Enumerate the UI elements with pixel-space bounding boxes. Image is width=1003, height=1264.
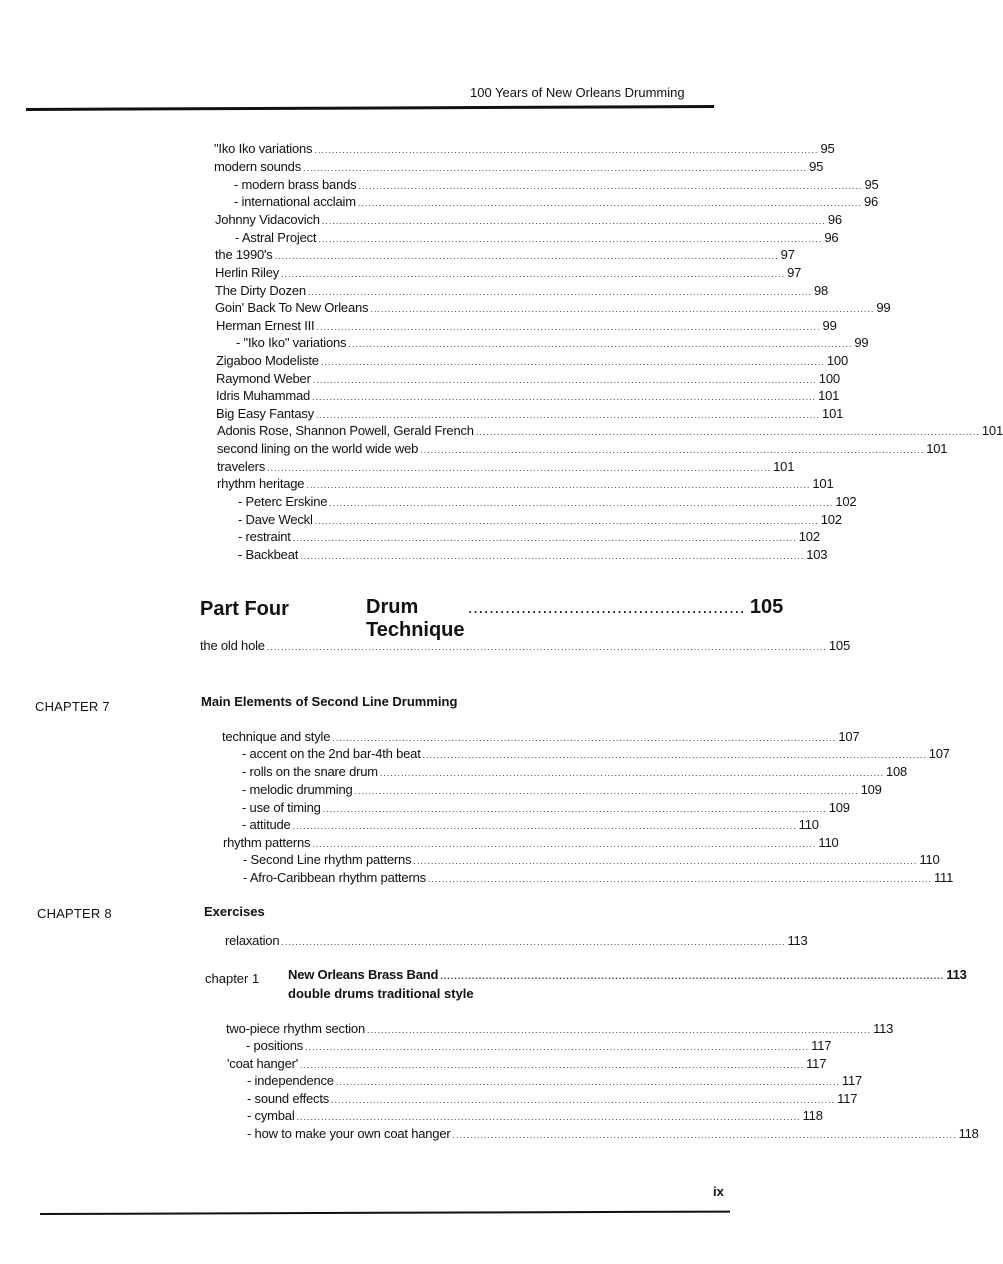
toc-subentry: - accent on the 2nd bar-4th beat ................................................................................................................................................ 107 xyxy=(242,746,950,761)
toc-subentry: - use of timing ................................................................................................................................................ 109 xyxy=(242,800,850,815)
toc-entry: "Iko Iko variations ................................................................................................................................................ 95 xyxy=(214,141,835,156)
sub-chapter-subtitle: double drums traditional style xyxy=(288,986,474,1001)
toc-subentry: - Dave Weckl ................................................................................................................................................ 102 xyxy=(238,512,842,527)
part-title: Drum Technique .................................................... 105 xyxy=(366,596,784,641)
chapter-title: Main Elements of Second Line Drumming xyxy=(201,694,458,709)
toc-entry: technique and style ................................................................................................................................................ 107 xyxy=(222,729,860,744)
toc-entry: Big Easy Fantasy ................................................................................................................................................ 101 xyxy=(216,406,844,421)
toc-entry: Herlin Riley ................................................................................................................................................ 97 xyxy=(215,265,802,280)
toc-subentry: - Astral Project ................................................................................................................................................ 96 xyxy=(235,230,839,245)
toc-entry: travelers ................................................................................................................................................ 101 xyxy=(217,459,795,474)
toc-entry: Herman Ernest III ................................................................................................................................................ 99 xyxy=(216,318,837,333)
toc-entry: rhythm patterns ................................................................................................................................................ 110 xyxy=(223,835,839,850)
toc-entry: Zigaboo Modeliste ................................................................................................................................................ 100 xyxy=(216,353,848,368)
running-title: 100 Years of New Orleans Drumming xyxy=(470,85,685,100)
chapter-title: Exercises xyxy=(204,904,265,919)
page-number: ix xyxy=(713,1184,724,1199)
toc-entry: Raymond Weber ................................................................................................................................................ 100 xyxy=(216,371,840,386)
toc-entry: the 1990's ................................................................................................................................................ 97 xyxy=(215,247,795,262)
toc-subentry: - cymbal ................................................................................................................................................ 118 xyxy=(247,1108,823,1123)
toc-subentry: - independence ................................................................................................................................................ 117 xyxy=(247,1073,863,1088)
toc-subentry: - modern brass bands ................................................................................................................................................ 95 xyxy=(234,177,879,192)
toc-entry: modern sounds ................................................................................................................................................ 95 xyxy=(214,159,824,174)
toc-subentry: - Peterc Erskine ................................................................................................................................................ 102 xyxy=(238,494,857,509)
chapter-label: CHAPTER 7 xyxy=(35,699,110,714)
toc-subentry: - "Iko Iko" variations ................................................................................................................................................ 99 xyxy=(236,335,869,350)
toc-entry: The Dirty Dozen ................................................................................................................................................ 98 xyxy=(215,283,829,298)
toc-subentry: - restraint ................................................................................................................................................ 102 xyxy=(238,529,820,544)
toc-subentry: - positions ................................................................................................................................................ 117 xyxy=(246,1038,832,1053)
part-label: Part Four xyxy=(200,598,289,620)
toc-entry: Idris Muhammad ................................................................................................................................................ 101 xyxy=(216,388,840,403)
toc-subentry: - rolls on the snare drum ................................................................................................................................................ 108 xyxy=(242,764,908,779)
toc-subentry: - Afro-Caribbean rhythm patterns ................................................................................................................................................ 111 xyxy=(243,870,954,885)
toc-entry: two-piece rhythm section ................................................................................................................................................ 113 xyxy=(226,1021,894,1036)
part-title-page: 105 xyxy=(749,596,784,618)
toc-entry: the old hole ................................................................................................................................................................ 105 xyxy=(200,638,850,653)
toc-entry: second lining on the world wide web ................................................................................................................................................ 101 xyxy=(217,441,948,456)
toc-entry: relaxation ................................................................................................................................................ 113 xyxy=(225,933,808,948)
toc-subentry: - international acclaim ................................................................................................................................................ 96 xyxy=(234,194,878,209)
toc-subentry: - Backbeat ................................................................................................................................................ 103 xyxy=(238,547,828,562)
toc-entry: Johnny Vidacovich ................................................................................................................................................ 96 xyxy=(215,212,842,227)
toc-subentry: - Second Line rhythm patterns ................................................................................................................................................ 110 xyxy=(243,852,940,867)
toc-entry: 'coat hanger' ................................................................................................................................................ 117 xyxy=(227,1056,827,1071)
header-rule xyxy=(26,105,714,111)
toc-entry: rhythm heritage ................................................................................................................................................ 101 xyxy=(217,476,834,491)
sub-chapter-title: New Orleans Brass Band ................................................................................................................................................ 113 xyxy=(288,967,967,982)
footer-rule xyxy=(40,1211,730,1215)
chapter-label: CHAPTER 8 xyxy=(37,906,112,921)
toc-subentry: - how to make your own coat hanger ................................................................................................................................................ 118 xyxy=(247,1126,979,1141)
part-title-text: Drum Technique xyxy=(366,596,465,641)
sub-chapter-label: chapter 1 xyxy=(205,971,260,986)
toc-subentry: - attitude ................................................................................................................................................ 110 xyxy=(242,817,819,832)
toc-subentry: - melodic drumming ................................................................................................................................................ 109 xyxy=(242,782,882,797)
toc-subentry: - sound effects ................................................................................................................................................ 117 xyxy=(247,1091,858,1106)
toc-entry: Goin' Back To New Orleans ................................................................................................................................................ 99 xyxy=(215,300,891,315)
toc-entry: Adonis Rose, Shannon Powell, Gerald French ................................................................................................................................................ 101 xyxy=(217,423,1003,438)
